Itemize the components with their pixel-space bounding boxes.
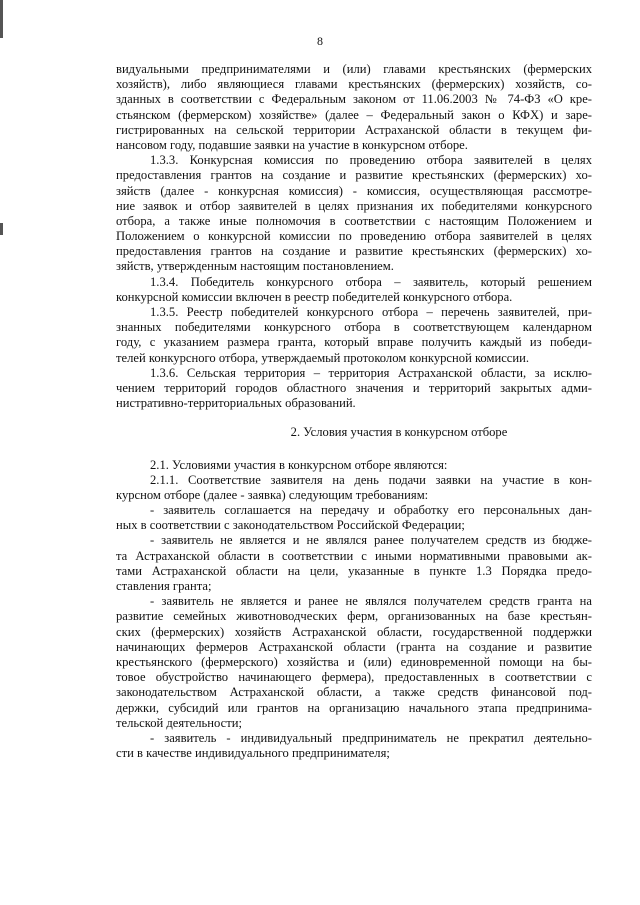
text-line: товое обустройство начинающего фермера), предоставленных в соответствии с (116, 670, 592, 685)
text-line: законодательством Астраханской области, а также средств финансовой под- (116, 685, 592, 700)
text-line: ных в соответствии с законодательством Российской Федерации; (116, 518, 465, 533)
text-line: - заявитель не является и не являлся ранее получателем средств из бюдже- (150, 533, 592, 548)
scan-edge-mark (0, 223, 3, 235)
text-line: знанных победителями конкурсного отбора в соответствующем календарном (116, 320, 592, 335)
text-line: ставления гранта; (116, 579, 212, 593)
document-body (116, 62, 592, 761)
text-line: году, с указанием размера гранта, который вправе получить каждый из победи- (116, 335, 592, 350)
text-line: 2.1. Условиями участия в конкурсном отборе являются: (150, 457, 448, 472)
text-line: курсном отборе (далее - заявка) следующим требованиям: (116, 487, 429, 502)
text-line: - заявитель - индивидуальный предприниматель не прекратил деятельно- (150, 730, 592, 745)
page-number: 8 (317, 34, 323, 48)
spacer (116, 441, 592, 458)
text-line: держки, субсидий или грантов на организацию начального этапа предпринима- (116, 700, 592, 715)
text-line: крестьянского (фермерского) хозяйства и (или) единовременной помощи на бы- (116, 654, 592, 669)
text-line: сти в качестве индивидуального предпринимателя; (116, 746, 390, 761)
paragraph-block-definitions (116, 62, 592, 411)
text-line: 1.3.3. Конкурсная комиссия по проведению отбора заявителей в целях (150, 153, 592, 168)
text-line: нистративно-территориальных образований. (116, 396, 356, 411)
text-line: предоставления грантов на создание и развитие крестьянских (фермерских) хо- (116, 244, 592, 259)
text-line: нансовом году, подавшие заявки на участие в конкурсном отборе. (116, 137, 468, 152)
text-line: зяйств, утвержденным настоящим постановлением. (116, 259, 394, 274)
text-line: зяйств (далее - конкурсная комиссия) - комиссия, осуществляющая рассмотре- (116, 183, 592, 198)
text-line: видуальными предпринимателями и (или) главами крестьянских (фермерских (116, 62, 592, 76)
text-line: развитие семейных животноводческих ферм, организованных на базе крестьян- (116, 609, 592, 624)
text-line: зданных в соответствии с Федеральным законом от 11.06.2003 № 74-ФЗ «О кре- (116, 92, 592, 107)
text-line: 1.3.5. Реестр победителей конкурсного отбора – перечень заявителей, при- (150, 305, 592, 319)
text-line: чением территорий городов областного значения и территорий закрытых адми- (116, 380, 592, 395)
spacer (116, 411, 592, 425)
text-line: отбора, а также иные полномочия в соответствии с настоящим Положением и (116, 213, 592, 228)
text-line: ских (фермерских) хозяйств Астраханской области, государственной поддержки (116, 624, 592, 639)
text-line: предоставления грантов на создание и развитие крестьянских (фермерских) хо- (116, 168, 592, 183)
text-line: начинающих фермеров Астраханской области (гранта на создание и развитие (116, 639, 592, 654)
text-line: - заявитель соглашается на передачу и обработку его персональных дан- (150, 503, 592, 518)
text-line: Положением о конкурсной комиссии по проведению отбора заявителей в целях (116, 229, 592, 244)
section-heading: 2. Условия участия в конкурсном отборе (290, 425, 508, 440)
paragraph-block-conditions (116, 458, 592, 762)
text-line: 2.1.1. Соответствие заявителя на день подачи заявки на участие в кон- (150, 472, 592, 487)
text-line: гистрированных на сельской территории Астраханской области в текущем фи- (116, 122, 592, 137)
text-line: тами Астраханской области на цели, указанные в пункте 1.3 Порядка предо- (116, 563, 592, 578)
text-line: тельской деятельности; (116, 715, 242, 730)
text-line: ние заявок и отбор заявителей в целях признания их победителями конкурсного (116, 198, 592, 213)
text-line: - заявитель не является и ранее не являлся получателем средств гранта на (150, 594, 592, 609)
text-line: стьянском (фермерском) хозяйстве» (далее – Федеральный закон о КФХ) и заре- (116, 107, 592, 122)
text-line: конкурсной комиссии включен в реестр победителей конкурсного отбора. (116, 289, 513, 304)
text-line: 1.3.4. Победитель конкурсного отбора – заявитель, который решением (150, 274, 592, 289)
text-line: та Астраханской области в соответствии с иными нормативными правовыми ак- (116, 548, 592, 563)
text-line: хозяйств), либо являющиеся главами крестьянских (фермерских) хозяйств, со- (116, 77, 592, 92)
text-line: телей конкурсного отбора, утверждаемый протоколом конкурсной комиссии. (116, 350, 530, 365)
text-line: 1.3.6. Сельская территория – территория Астраханской области, за исклю- (150, 365, 592, 380)
